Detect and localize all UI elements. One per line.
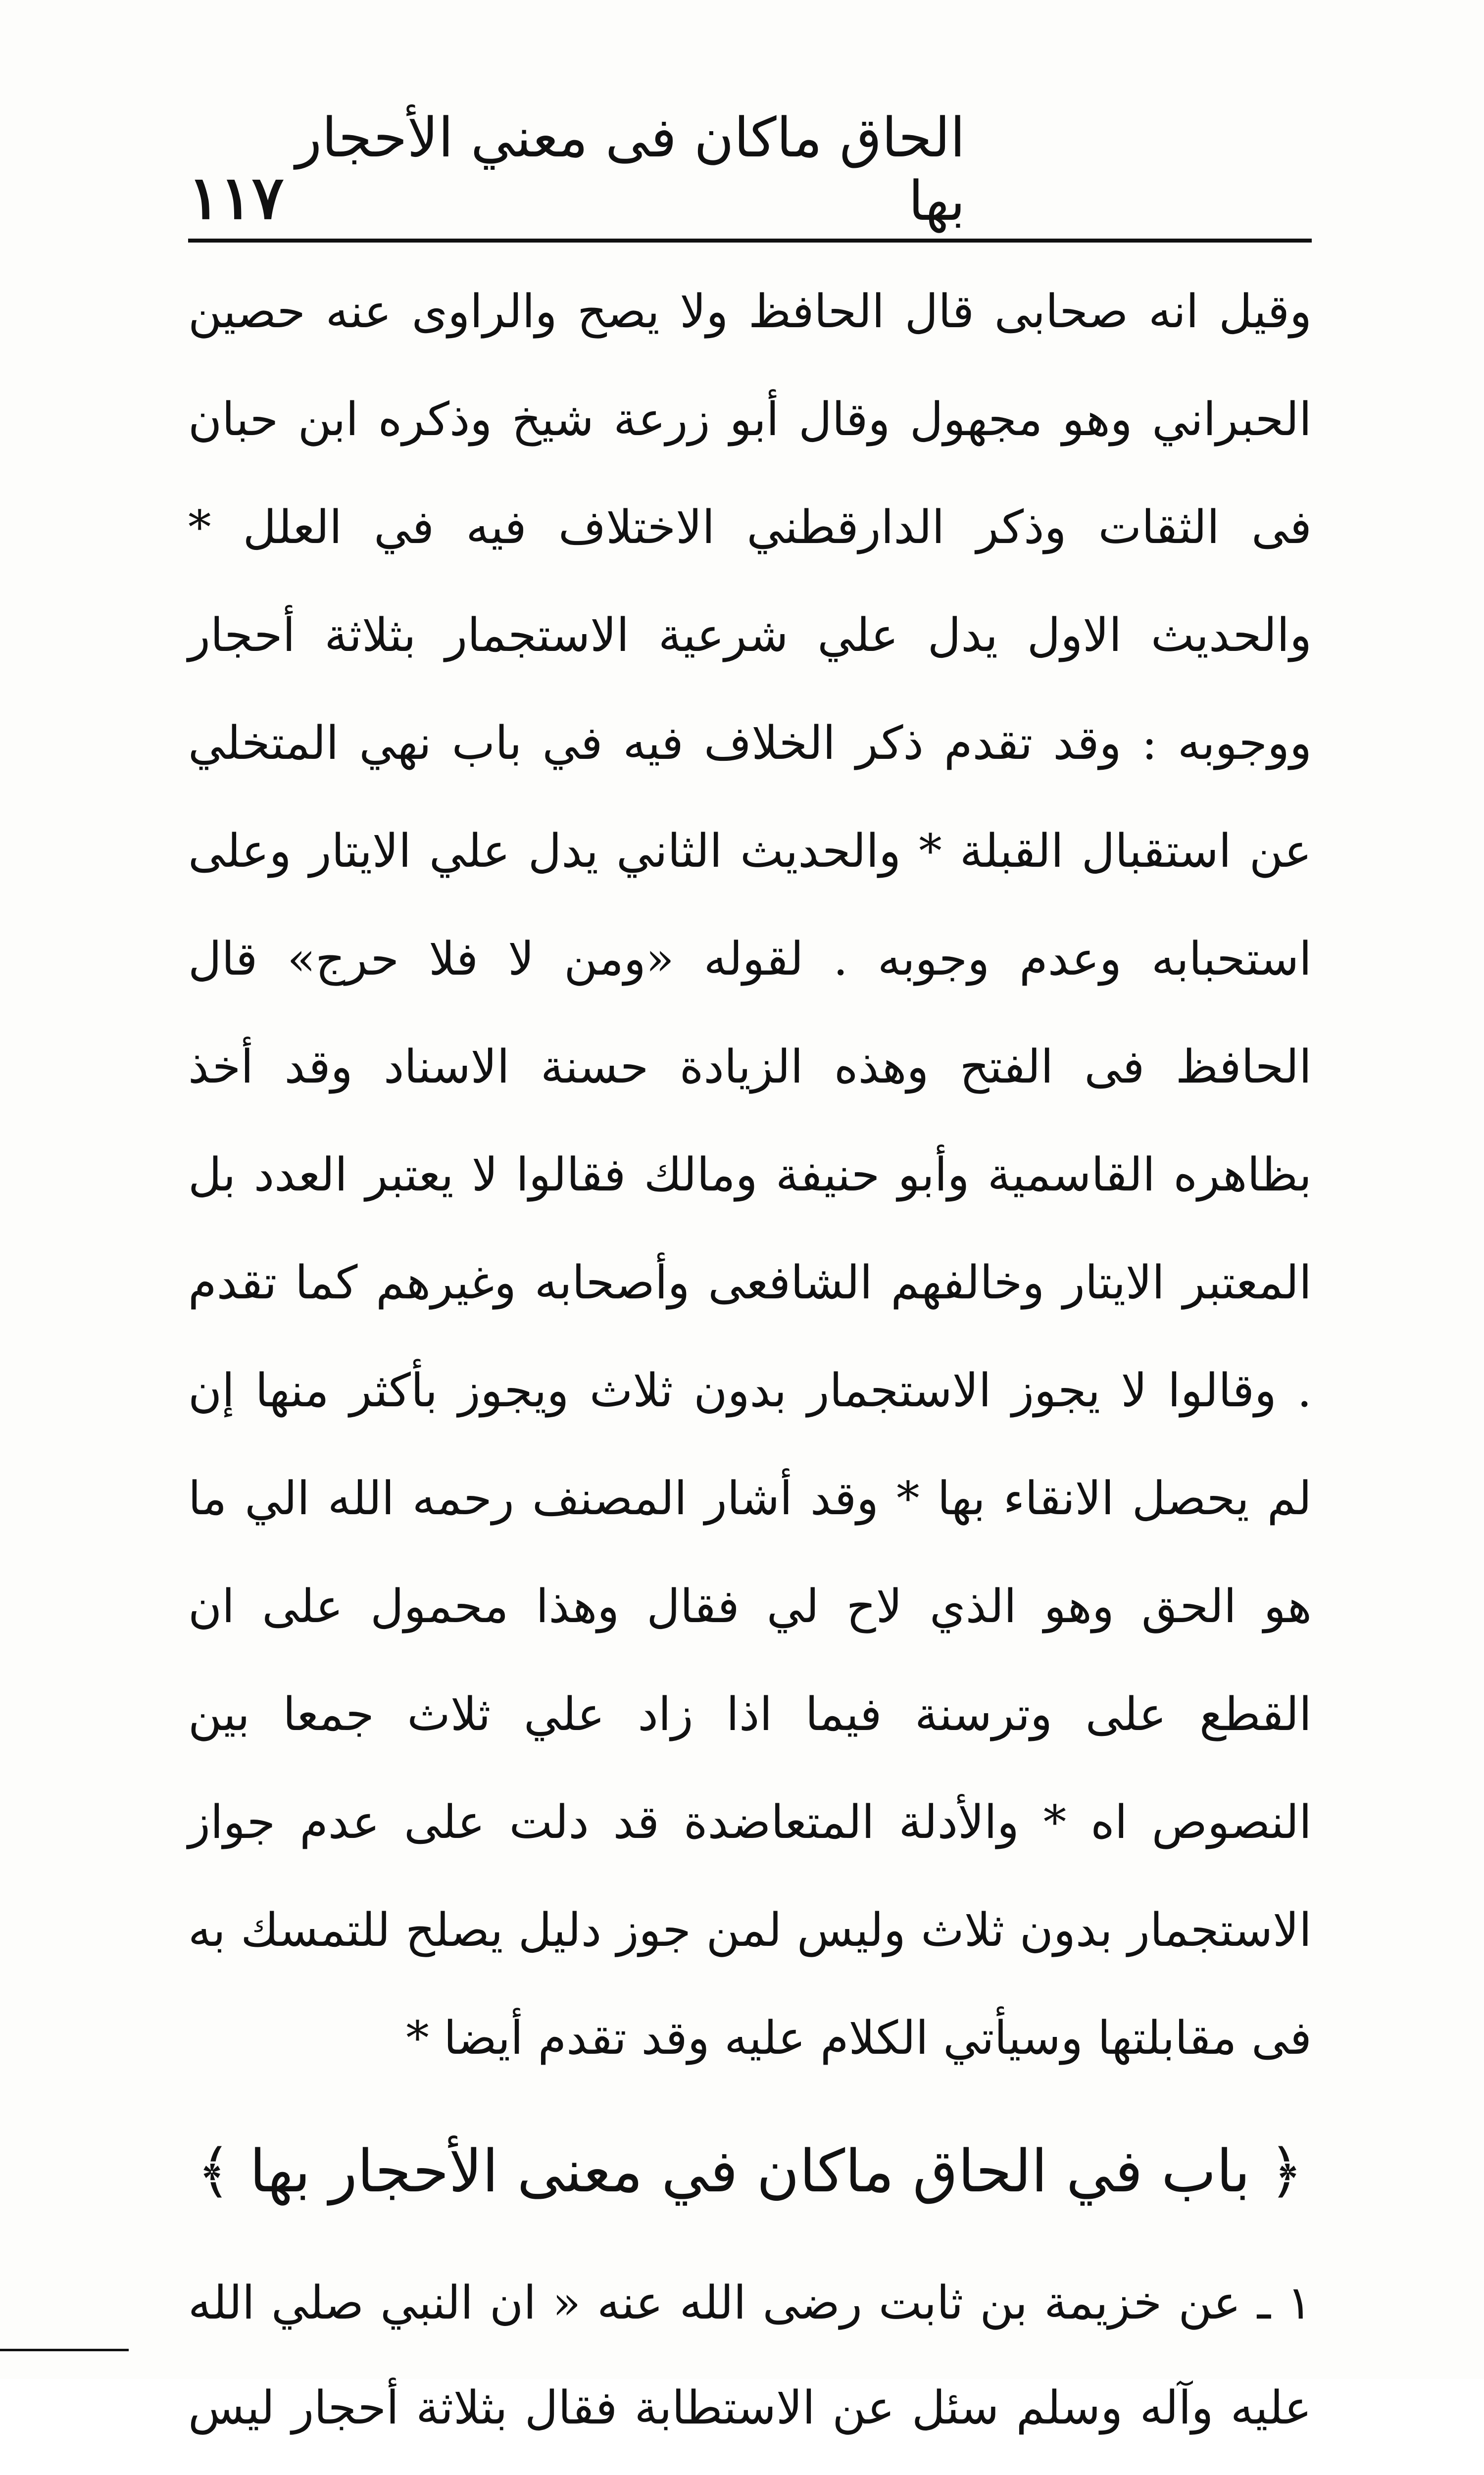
page-header bbox=[188, 106, 1312, 243]
footer-rule bbox=[0, 2349, 129, 2351]
paragraph-hadith: ١ ـ عن خزيمة بن ثابت رضى الله عنه « ان النبي صلي الله عليه وآله وسلم سئل عن الاستطابة فقال بثلاثة أحجار ليس bbox=[188, 2276, 1312, 2434]
page-body bbox=[188, 257, 1312, 2475]
paragraph-continued: وقيل انه صحابى قال الحافظ ولا يصح والراوى عنه حصين الحبراني وهو مجهول وقال أبو زرعة شيخ وذكره ابن حبان فى الثقات وذكر الدارقطني الاختلاف فيه في العلل * والحديث الاول يدل علي شرعية الاستجمار بثلاثة أحجار ووجوبه : وقد تقدم ذكر الخلاف فيه في باب نهي المتخلي عن استقبال القبلة * والحديث الثاني يدل علي الايتار وعلى استحبابه وعدم وجوبه . لقوله «ومن لا فلا حرج» قال الحافظ فى الفتح وهذه الزيادة حسنة الاسناد وقد أخذ بظاهره القاسمية وأبو حنيفة ومالك فقالوا لا يعتبر العدد بل المعتبر الايتار وخالفهم الشافعى وأصحابه وغيرهم كما تقدم . وقالوا لا يجوز الاستجمار بدون ثلاث ويجوز بأكثر منها إن لم يحصل الانقاء بها * وقد أشار المصنف رحمه الله الي ما هو الحق وهو الذي لاح لي فقال وهذا محمول على ان القطع على وترسنة فيما اذا زاد علي ثلاث جمعا بين النصوص اه * والأدلة المتعاضدة قد دلت على عدم جواز الاستجمار بدون ثلاث وليس لمن جوز دليل يصلح للتمسك به فى مقابلتها وسيأتي الكلام عليه وقد تقدم أيضا * bbox=[188, 285, 1312, 2065]
page-number: ١١٧ bbox=[188, 163, 284, 233]
running-title: الحاق ماكان فى معني الأحجار بها bbox=[296, 106, 965, 233]
section-title: ﴿ باب في الحاق ماكان في معنى الأحجار بها ﴾ bbox=[197, 2137, 1303, 2205]
